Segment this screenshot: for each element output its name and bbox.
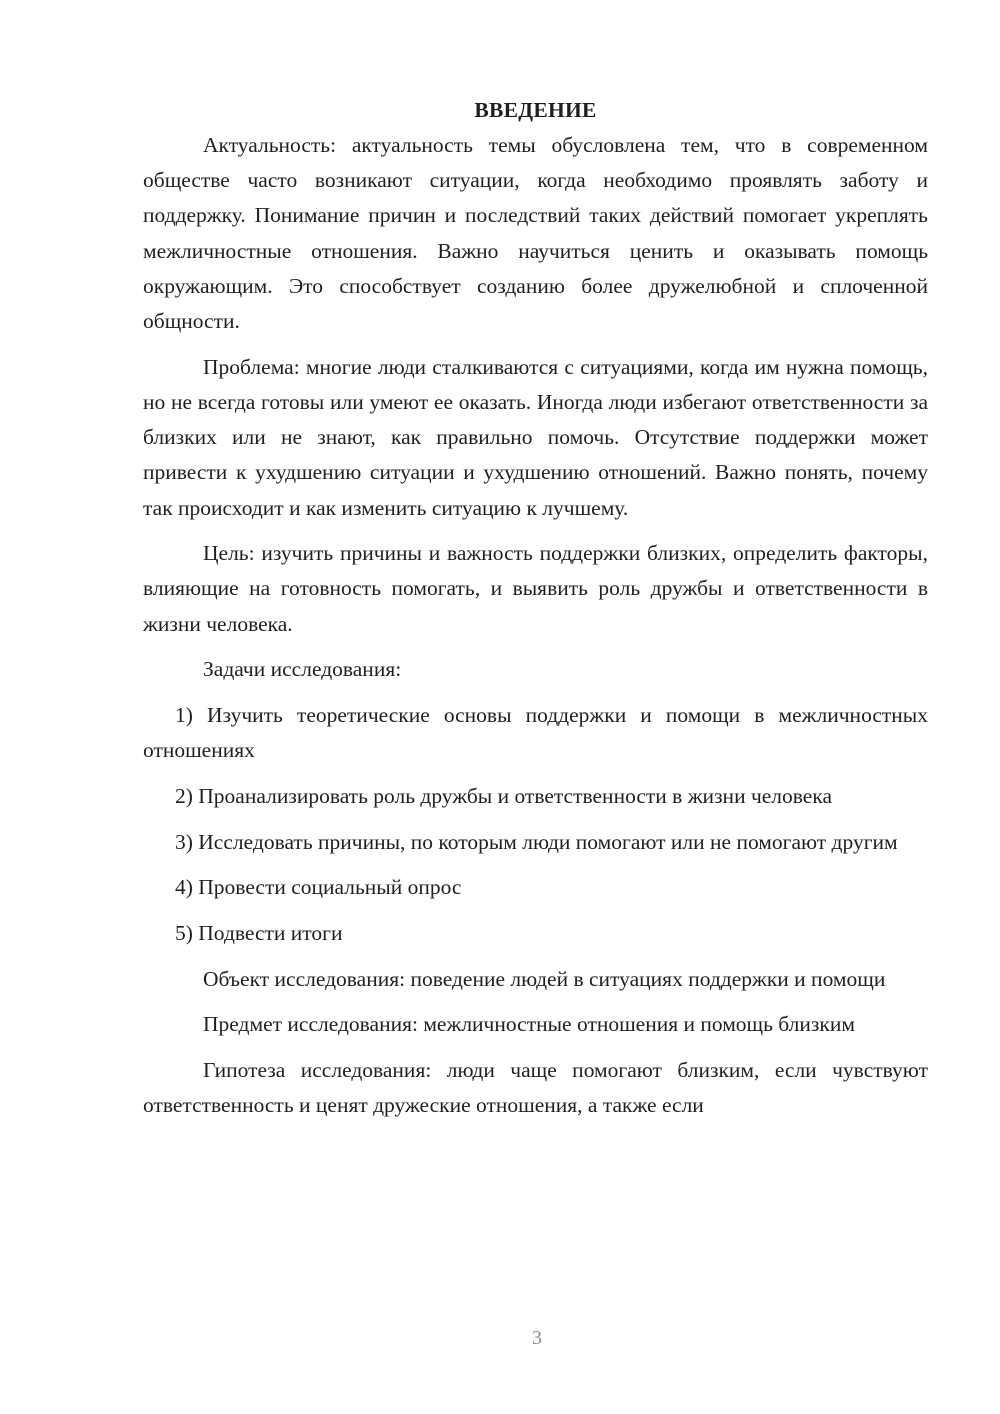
page-title: ВВЕДЕНИЕ	[474, 98, 597, 122]
list-item: 3) Исследовать причины, по которым люди помогают или не помогают другим	[175, 829, 898, 854]
relevance-paragraph: Актуальность: актуальность темы обусловлена тем, что в современном обществе часто возникают ситуации, когда необходимо проявлять заботу и поддержку. Понимание причин и последствий таких действий помогает укреплять межличностные отношения. Важно научиться ценить и оказывать помощь окружающим. Это способствует созданию более дружелюбной и сплоченной общности.	[143, 133, 928, 334]
object-paragraph: Объект исследования: поведение людей в ситуациях поддержки и помощи	[203, 966, 886, 991]
page-number: 3	[532, 1327, 542, 1349]
list-item: 2) Проанализировать роль дружбы и ответственности в жизни человека	[175, 783, 833, 808]
list-item: 5) Подвести итоги	[175, 921, 343, 946]
list-item: 1) Изучить теоретические основы поддержки и помощи в межличностных отношениях	[143, 703, 928, 763]
tasks-list	[143, 698, 928, 951]
subject-paragraph: Предмет исследования: межличностные отношения и помощь близким	[203, 1012, 855, 1037]
hypothesis-paragraph: Гипотеза исследования: люди чаще помогают близким, если чувствуют ответственность и ценят дружеские отношения, а также если	[143, 1058, 928, 1118]
problem-paragraph: Проблема: многие люди сталкиваются с ситуациями, когда им нужна помощь, но не всегда готовы или умеют ее оказать. Иногда люди избегают ответственности за близких или не знают, как правильно помочь. Отсутствие поддержки может привести к ухудшению ситуации и ухудшению отношений. Важно понять, почему так происходит и как изменить ситуацию к лучшему.	[143, 354, 928, 520]
goal-paragraph: Цель: изучить причины и важность поддержки близких, определить факторы, влияющие на готовность помогать, и выявить роль дружбы и ответственности в жизни человека.	[143, 541, 928, 636]
tasks-heading: Задачи исследования:	[203, 657, 402, 682]
document-page	[143, 93, 928, 1134]
list-item: 4) Провести социальный опрос	[175, 875, 462, 900]
